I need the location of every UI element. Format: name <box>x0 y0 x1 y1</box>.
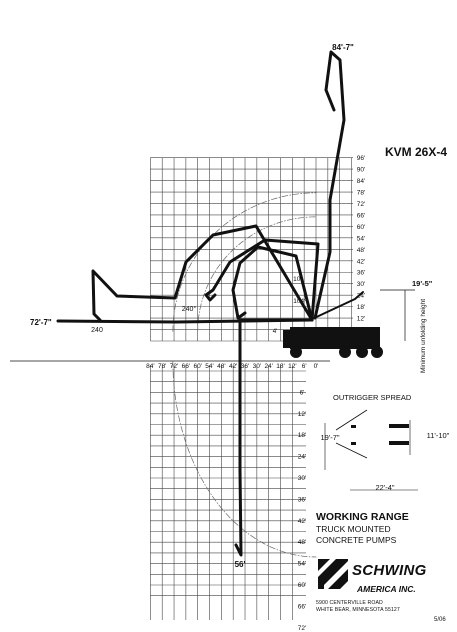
depth-tick-label: 42' <box>297 517 307 525</box>
height-tick-label: 36' <box>356 269 366 277</box>
outrigger-pad <box>389 441 409 445</box>
angle-104-label: 104° <box>293 298 307 305</box>
depth-tick-label: 18' <box>297 432 307 440</box>
reach-tick-label: 84' <box>146 363 155 370</box>
outrigger-length-label: 22'-4" <box>375 483 395 492</box>
max-depth-label: 56' <box>234 560 246 569</box>
reach-tick-label: 42' <box>228 363 238 370</box>
working-range-title: WORKING RANGE <box>316 511 409 523</box>
depth-tick-label: 66' <box>297 603 307 611</box>
reach-tick-label: 72' <box>169 363 179 370</box>
truck-side-view <box>283 327 383 358</box>
max-horizontal-reach-label: 72'-7" <box>30 318 52 327</box>
outrigger-rear-label: 11'-10" <box>426 431 450 440</box>
reach-tick-label: 36' <box>240 363 250 370</box>
angle-240-label-b: 240 <box>91 327 103 334</box>
outrigger-front-label: 19'-7" <box>320 433 340 442</box>
height-tick-label: 18' <box>356 304 366 312</box>
height-tick-label: 42' <box>356 258 366 266</box>
reach-tick-label: 30' <box>252 363 262 370</box>
height-tick-label: 30' <box>356 281 366 289</box>
reach-tick-label: 60' <box>193 363 202 370</box>
schwing-logo-icon <box>318 557 350 589</box>
depth-tick-label: 48' <box>297 539 307 547</box>
truck-wheel <box>339 346 351 358</box>
height-tick-label: 96' <box>356 155 366 163</box>
height-tick-label: 54' <box>356 235 366 243</box>
depth-tick-label: 60' <box>297 582 307 589</box>
subtitle-line-1: TRUCK MOUNTED <box>316 524 391 534</box>
height-tick-label: 72' <box>356 200 366 208</box>
outrigger-pad <box>351 442 356 445</box>
depth-tick-label: 24' <box>297 453 307 461</box>
reach-tick-label: 24' <box>264 363 273 370</box>
depth-envelope <box>173 361 316 557</box>
reach-tick-label: 48' <box>217 363 226 370</box>
reach-tick-label: 78' <box>157 363 167 370</box>
unfolding-height-caption: Minimum unfolding height <box>420 298 427 374</box>
outrigger-pad <box>389 424 409 428</box>
date-code: 5/06 <box>434 617 446 623</box>
height-tick-label: 60' <box>356 223 366 231</box>
address-line-2: WHITE BEAR, MINNESOTA 55127 <box>316 607 400 613</box>
height-tick-label: 12' <box>356 315 366 323</box>
unfolding-height-label: 19'-5" <box>412 279 433 288</box>
depth-tick-label: 54' <box>297 560 307 568</box>
offset-4-label: 4' <box>272 328 278 335</box>
company-name-2: AMERICA INC. <box>357 584 416 594</box>
truck-cab <box>283 330 295 348</box>
reach-tick-label: 54' <box>205 363 214 370</box>
model-name: KVM 26X-4 <box>385 145 448 159</box>
truck-body <box>290 327 380 349</box>
outrigger-frame <box>332 404 422 490</box>
outrigger-pad <box>351 425 356 428</box>
truck-wheel <box>371 346 383 358</box>
depth-tick-label: 12' <box>297 410 307 418</box>
reach-tick-label: 0' <box>313 363 319 370</box>
height-tick-label: 48' <box>356 246 366 254</box>
height-tick-label: 84' <box>356 178 366 186</box>
truck-wheel <box>290 346 302 358</box>
height-tick-label: 66' <box>356 212 366 220</box>
height-tick-label: 78' <box>356 189 366 197</box>
height-tick-label: 24' <box>356 292 366 300</box>
outrigger-arm <box>336 443 367 458</box>
address-line-1: 5900 CENTERVILLE ROAD <box>316 600 383 606</box>
grid-lower <box>150 365 306 620</box>
reach-tick-label: 12' <box>288 363 297 370</box>
angle-240-label-a: 240° <box>181 306 197 313</box>
max-vertical-reach-label: 84'-7" <box>332 43 354 52</box>
reach-tick-label: 18' <box>276 363 285 370</box>
depth-tick-label: 72' <box>297 624 307 632</box>
truck-wheel <box>356 346 368 358</box>
depth-tick-label: 30' <box>297 475 307 482</box>
height-tick-label: 90' <box>356 166 366 174</box>
subtitle-line-2: CONCRETE PUMPS <box>316 535 397 545</box>
angle-10-label: 10° <box>293 276 303 283</box>
depth-tick-label: 36' <box>297 496 307 504</box>
reach-tick-label: 6' <box>301 363 307 370</box>
reach-tick-label: 66' <box>181 363 191 370</box>
outrigger-title: OUTRIGGER SPREAD <box>333 393 412 402</box>
depth-tick-label: 6' <box>299 389 305 397</box>
company-name: SCHWING <box>352 562 427 579</box>
